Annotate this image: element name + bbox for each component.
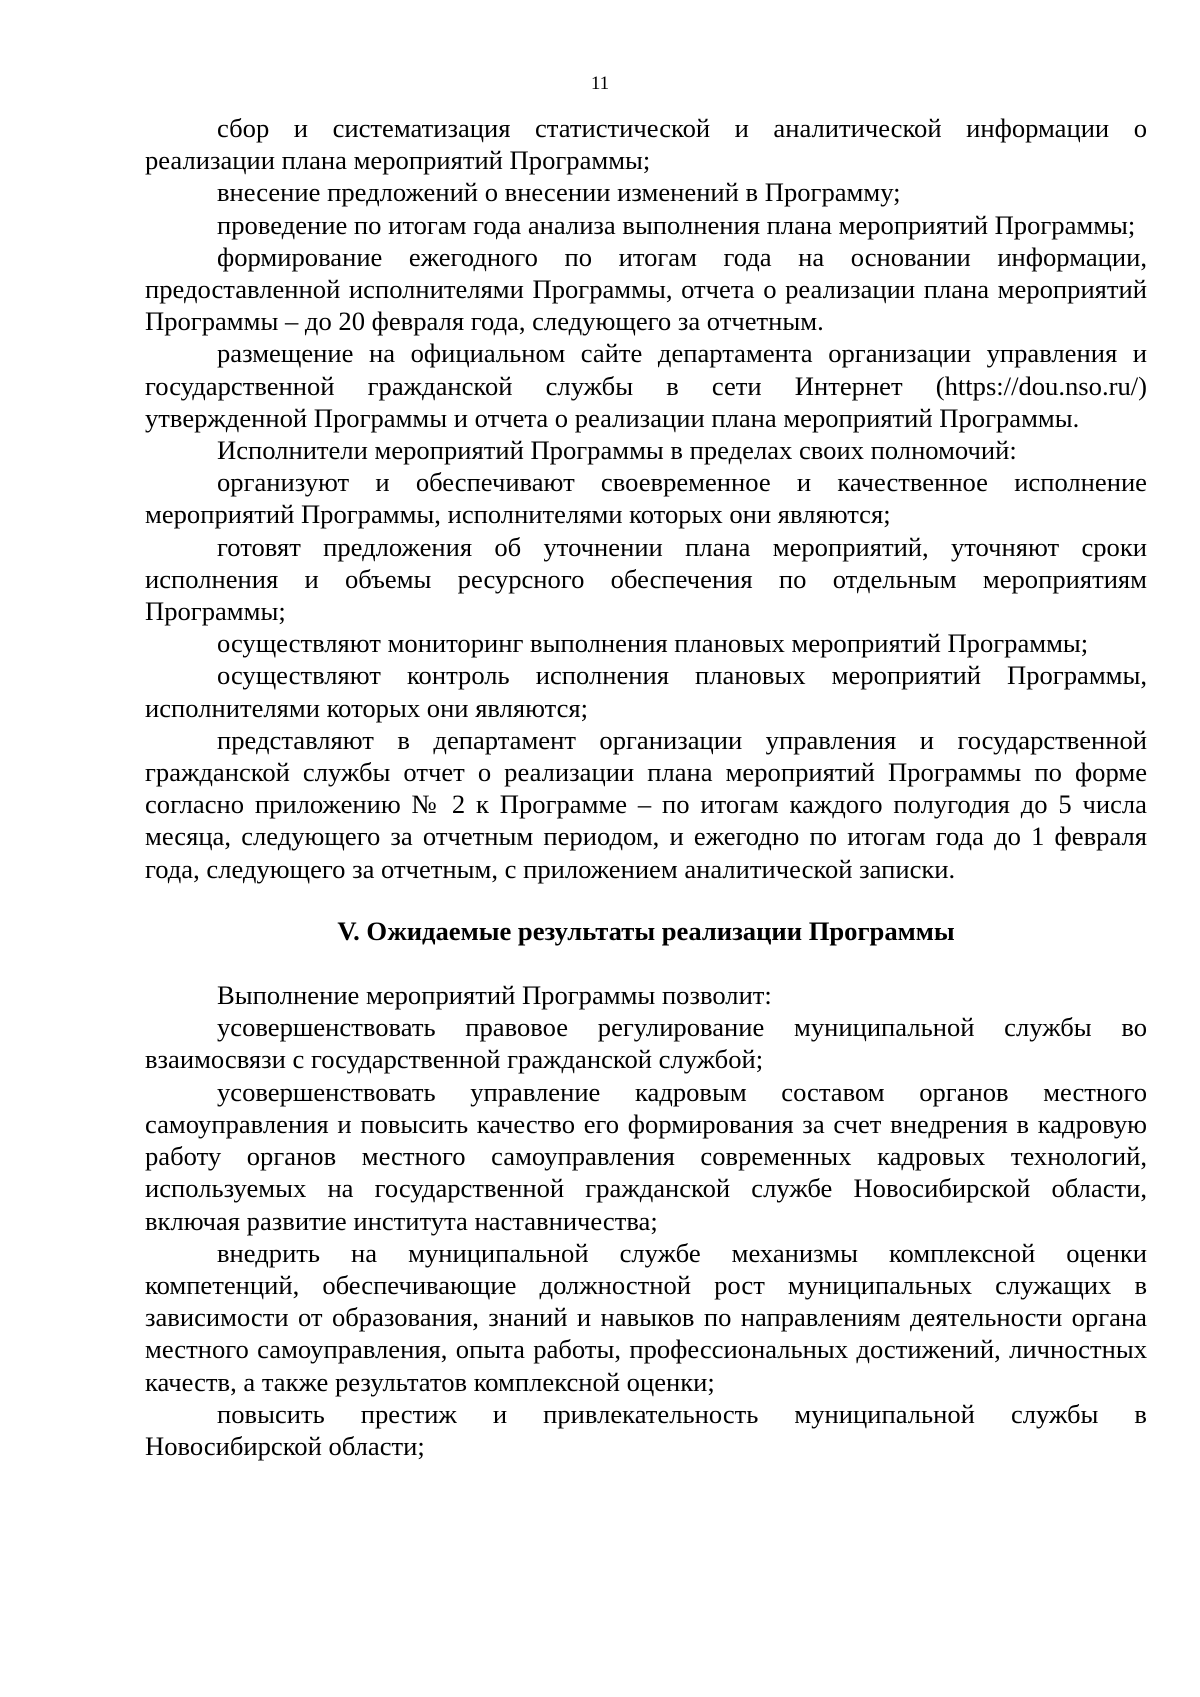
paragraph-competency-assessment: внедрить на муниципальной службе механизмы комплексной оценки компетенций, обеспечивающие должностной рост муниципальных служащих в зависимости от образования, знаний и навыков по направлениям деятельности органа местного самоуправления, опыта работы, профессиональных достижений, личностных качеств, а также результатов комплексной оценки; [145,1237,1147,1397]
paragraph-prepare-proposals: готовят предложения об уточнении плана мероприятий, уточняют сроки исполнения и объемы ресурсного обеспечения по отдельным мероприятиям Программы; [145,531,1147,627]
paragraph-results-intro: Выполнение мероприятий Программы позволит: [217,980,772,1011]
paragraph-improve-personnel: усовершенствовать управление кадровым составом органов местного самоуправления и повысить качество его формирования за счет внедрения в кадровую работу органов местного самоуправления современных кадровых технологий, используемых на государственной гражданской службе Новосибирской области, включая развитие института наставничества; [145,1076,1147,1236]
document-body [145,112,1147,1462]
paragraph-improve-regulation: усовершенствовать правовое регулирование муниципальной службы во взаимосвязи с государственной гражданской службой; [145,1012,1147,1075]
paragraph-control: осуществляют контроль исполнения плановых мероприятий Программы, исполнителями которых они являются; [145,660,1147,723]
section-heading: V. Ожидаемые результаты реализации Программы [337,915,955,946]
paragraph-amendment-proposals: внесение предложений о внесении изменений в Программу; [217,177,901,208]
paragraph-annual-report: формирование ежегодного по итогам года на основании информации, предоставленной исполнителями Программы, отчета о реализации плана мероприятий Программы – до 20 февраля года, следующего за отчетным. [145,241,1147,337]
paragraph-annual-analysis: проведение по итогам года анализа выполнения плана мероприятий Программы; [217,209,1136,240]
paragraph-monitoring: осуществляют мониторинг выполнения плановых мероприятий Программы; [217,628,1089,659]
paragraph-submit-reports: представляют в департамент организации управления и государственной гражданской службы отчет о реализации плана мероприятий Программы по форме согласно приложению № 2 к Программе – по итогам каждого полугодия до 5 числа месяца, следующего за отчетным периодом, и ежегодно по итогам года до 1 февраля года, следующего за отчетным, с приложением аналитической записки. [145,724,1147,884]
page-number: 11 [590,73,610,94]
paragraph-statistics-collection: сбор и систематизация статистической и аналитической информации о реализации плана мероприятий Программы; [145,113,1147,176]
paragraph-website-publication: размещение на официальном сайте департамента организации управления и государственной гражданской службы в сети Интернет (https://dou.nso.ru/) утвержденной Программы и отчета о реализации плана мероприятий Программы. [145,338,1147,433]
paragraph-executors-intro: Исполнители мероприятий Программы в пределах своих полномочий: [217,435,1017,466]
paragraph-organize-execution: организуют и обеспечивают своевременное и качественное исполнение мероприятий Программы, исполнителями которых они являются; [145,467,1147,530]
paragraph-prestige: повысить престиж и привлекательность муниципальной службы в Новосибирской области; [145,1398,1147,1461]
